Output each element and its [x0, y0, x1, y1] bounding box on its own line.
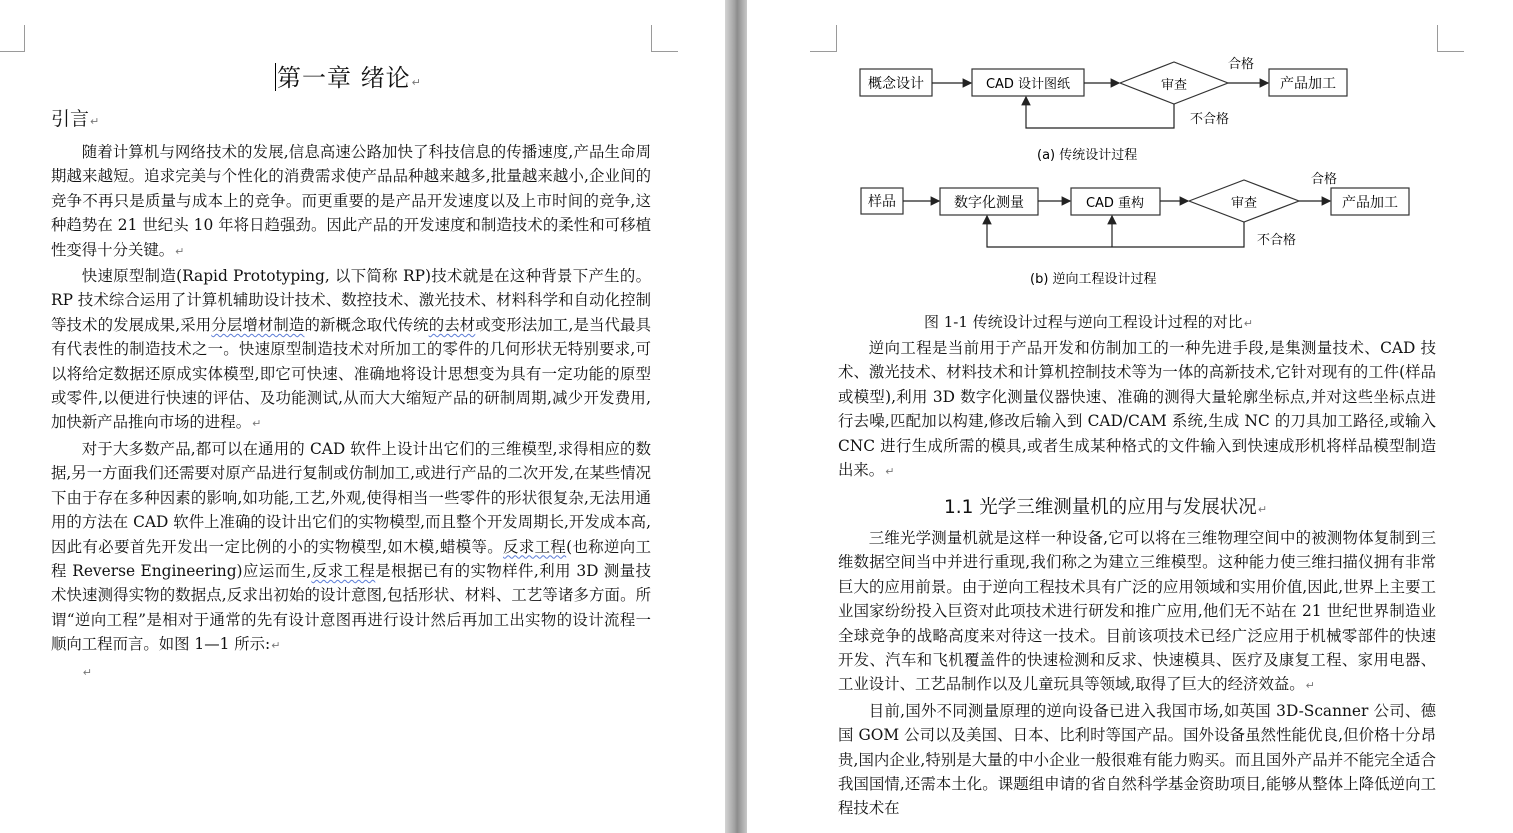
flowchart-a [860, 56, 1347, 163]
paragraph-mark-icon: ↵ [252, 417, 262, 431]
figure-caption [924, 311, 1253, 332]
paragraph-1[interactable] [51, 140, 651, 264]
paragraph-mark-icon: ↵ [90, 115, 100, 128]
right-paragraph-3[interactable] [838, 699, 1436, 821]
section-heading [944, 493, 1267, 519]
flow-a-caption: (a) 传统设计过程 [1037, 148, 1138, 163]
right-paragraph-3-text: 目前,国外不同测量原理的逆向设备已进入我国市场,如英国 3D-Scanner 公司、德国 GOM 公司以及美国、日本、比利时等国产品。国外设备虽然性能优良,但价格十分昂贵,国内企业,特别是大量的中小企业一般很难有能力购买。而且国外产品并不能完全适合我国国情,还需本土化。课题组申请的省自然科学基金资助项目,能够从整体上降低逆向工程技术在 [838, 701, 1436, 818]
crop-mark-top-right [1437, 25, 1464, 52]
paragraph-mark-icon: ↵ [1243, 317, 1253, 330]
right-paragraph-2-text: 三维光学测量机就是这样一种设备,它可以将在三维物理空间中的被测物体复制到三维数据空间当中并进行重现,我们称之为建立三维模型。这种能力使三维扫描仪拥有非常巨大的应用前景。由于逆向工程技术具有广泛的应用领域和实用价值,因此,世界上主要工业国家纷纷投入巨资对此项技术进行研发和推广应用,他们无不站在 21 世纪世界制造业全球竞争的战略高度来对待这一技术。目前该项技术已经广泛应用于机械零部件的快速开发、汽车和飞机覆盖件的快速检测和反求、快速模具、医疗及康复工程、家用电器、工业设计、工艺品制作以及儿童玩具等领域,取得了巨大的经济效益。 [838, 529, 1436, 694]
paragraph-2-text-c: 或变形法加工,是当代最具有代表性的制造技术之一。快速原型制造技术对所加工的零件的几何形状无特别要求,可以将给定数据还原成实体模型,即它可快速、准确地将设计思想变为具有一定功能的原型或零件,以便进行快速的评估、及功能测试,从而大大缩短产品的研制周期,减少开发费用,加快新产品推向市场的进程。 [51, 315, 651, 432]
flow-a-label-cad: CAD 设计图纸 [985, 77, 1071, 92]
crop-mark-top-left [810, 25, 837, 52]
grammar-underline-text[interactable]: 反求工程 [311, 561, 376, 580]
flow-a-label-concept: 概念设计 [868, 76, 924, 92]
right-paragraph-1-text: 逆向工程是当前用于产品开发和仿制加工的一种先进手段,是集测量技术、CAD 技术、激光技术、材料技术和计算机控制技术等为一体的高新技术,它针对现有的工件(样品或模型),利用 3D 数字化测量仪器快速、准确的测得大量轮廓坐标点,并对这些坐标点进行去噪,匹配加以构建,修改后输入到 CAD/CAM 系统,生成 NC 的刀具加工路径,或输入 CNC 进行生成所需的模具,或者生成某种格式的文件输入到快速成形机将样品模型制造出来。 [838, 339, 1436, 480]
flow-b-fail-label: 不合格 [1257, 233, 1297, 248]
paragraph-mark-icon: ↵ [1305, 679, 1315, 693]
intro-heading-text: 引言 [51, 108, 90, 130]
right-body-text-2[interactable] [838, 526, 1436, 821]
flow-a-label-review: 审查 [1160, 78, 1188, 93]
paragraph-mark-icon: ↵ [411, 76, 422, 89]
flow-b-pass-label: 合格 [1311, 172, 1338, 187]
left-body-text[interactable] [51, 140, 651, 683]
right-paragraph-2[interactable] [838, 526, 1436, 699]
empty-paragraph[interactable] [51, 659, 651, 683]
flow-b-label-cad: CAD 重构 [1085, 196, 1145, 211]
paragraph-2[interactable] [51, 264, 651, 437]
paragraph-3-text-b: (也称逆向工程 Reverse Engineering)应运而生, [51, 537, 651, 580]
paragraph-mark-icon: ↵ [1257, 503, 1268, 516]
paragraph-2-text-a: 快速原型制造(Rapid Prototyping, 以下简称 RP)技术就是在这种背景下产生的。RP 技术综合运用了计算机辅助设计技术、数控技术、激光技术、材料科学和自动化控制等技术的发展成果,采用 [51, 267, 651, 334]
paragraph-mark-icon: ↵ [175, 244, 185, 258]
flow-b-label-sample: 样品 [868, 194, 896, 210]
paragraph-mark-icon: ↵ [82, 665, 93, 679]
grammar-underline-text[interactable]: 分层增材制造 [211, 315, 305, 334]
crop-mark-top-right [651, 25, 678, 52]
paragraph-1-text: 随着计算机与网络技术的发展,信息高速公路加快了科技信息的传播速度,产品生命周期越来越短。追求完美与个性化的消费需求使产品品种越来越多,批量越来越小,企业间的竞争不再只是质量与成本上的竞争。而更重要的是产品开发速度以及上市时间的竞争,这种趋势在 21 世纪头 10 年将日趋强劲。因此产品的开发速度和制造技术的柔性和可移植性变得十分关键。 [51, 143, 651, 259]
chapter-title-text: 第一章 绪论 [277, 64, 411, 92]
right-paragraph-1[interactable] [838, 336, 1436, 484]
text-cursor [275, 63, 276, 91]
figure-flowcharts [852, 48, 1412, 298]
paragraph-3[interactable] [51, 437, 651, 659]
intro-heading [51, 104, 99, 131]
flow-b-label-review: 审查 [1230, 196, 1258, 211]
chapter-title[interactable] [275, 58, 422, 93]
document-page-left [0, 0, 725, 833]
crop-mark-top-left [0, 25, 25, 52]
flow-b-label-product: 产品加工 [1342, 195, 1398, 211]
grammar-underline-text[interactable]: 的去材 [428, 315, 476, 334]
paragraph-3-text-a: 对于大多数产品,都可以在通用的 CAD 软件上设计出它们的三维模型,求得相应的数据,另一方面我们还需要对原产品进行复制或仿制加工,或进行产品的二次开发,在某些情况下由于存在多种因素的影响,如功能,工艺,外观,使得相当一些零件的形状很复杂,无法用通用的方法在 CAD 软件上准确的设计出它们的实物模型,而且整个开发周期长,开发成本高,因此有必要首先开发出一定比例的小的实物模型,如木模,蜡模等。 [51, 439, 651, 556]
paragraph-2-text-b: 的新概念取代传统 [304, 315, 429, 334]
right-body-text-1[interactable] [838, 336, 1436, 484]
flow-a-pass-label: 合格 [1228, 57, 1255, 72]
flow-a-label-product: 产品加工 [1280, 76, 1336, 92]
flow-b-label-measure: 数字化测量 [954, 195, 1024, 211]
section-heading-text: 1.1 光学三维测量机的应用与发展状况 [944, 497, 1257, 518]
paragraph-mark-icon: ↵ [271, 639, 281, 653]
figure-caption-text: 图 1-1 传统设计过程与逆向工程设计过程的对比 [924, 313, 1243, 331]
flow-a-fail-label: 不合格 [1190, 112, 1230, 127]
paragraph-mark-icon: ↵ [885, 465, 895, 479]
page-gutter [725, 0, 747, 833]
grammar-underline-text[interactable]: 反求工程 [503, 537, 567, 556]
flow-b-caption: (b) 逆向工程设计过程 [1030, 272, 1157, 287]
paragraph-3-text-c: 是根据已有的实物样件,利用 3D 测量技术快速测得实物的数据点,反求出初始的设计意图,包括形状、材料、工艺等诸多方面。所谓“逆向工程”是相对于通常的先有设计意图再进行设计然后再加工出实物的设计流程一顺向工程而言。如图 1—1 所示: [51, 561, 651, 654]
flowchart-b [861, 171, 1409, 287]
document-page-right [747, 0, 1513, 833]
